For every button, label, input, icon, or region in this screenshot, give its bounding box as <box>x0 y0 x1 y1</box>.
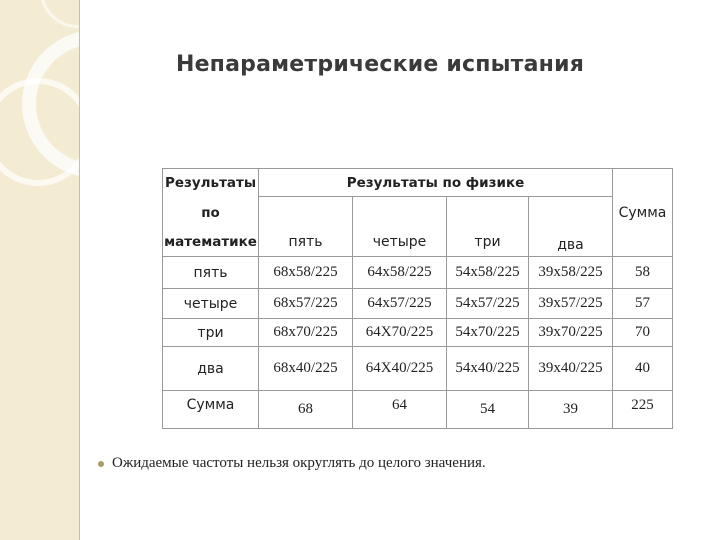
decorative-ring <box>40 0 116 28</box>
physics-results-header: Результаты по физике <box>259 169 613 197</box>
row-sum: 225 <box>613 391 673 429</box>
row-label: пять <box>163 257 259 289</box>
sum-header-top <box>613 169 673 197</box>
table-cell: 54x40/225 <box>447 347 529 391</box>
table-cell: 54 <box>447 391 529 429</box>
col-header-spacer <box>529 197 613 229</box>
table-cell: 39x57/225 <box>529 289 613 319</box>
col-header-two: два <box>529 229 613 257</box>
corner-header-line2: по <box>163 197 259 229</box>
bullet-text: Ожидаемые частоты нельзя округлять до целого значения. <box>112 455 486 471</box>
row-label: три <box>163 319 259 347</box>
slide-title: Непараметрические испытания <box>175 52 585 77</box>
row-sum: 57 <box>613 289 673 319</box>
table-cell: 39x70/225 <box>529 319 613 347</box>
bullet-point <box>112 455 486 472</box>
col-header-five: пять <box>259 229 353 257</box>
row-label: Сумма <box>163 391 259 429</box>
table-cell: 68x40/225 <box>259 347 353 391</box>
table-cell: 64x58/225 <box>353 257 447 289</box>
col-header-three: три <box>447 229 529 257</box>
contingency-table <box>162 168 673 429</box>
table-cell: 68x57/225 <box>259 289 353 319</box>
sum-column-header: Сумма <box>613 197 673 229</box>
table-cell: 64x57/225 <box>353 289 447 319</box>
col-header-spacer <box>353 197 447 229</box>
corner-header-line1: Результаты <box>163 169 259 197</box>
table-cell: 39x58/225 <box>529 257 613 289</box>
table-cell: 54x57/225 <box>447 289 529 319</box>
table-cell: 68x70/225 <box>259 319 353 347</box>
row-sum: 70 <box>613 319 673 347</box>
table-row <box>163 391 673 429</box>
col-header-spacer <box>447 197 529 229</box>
table-cell: 68 <box>259 391 353 429</box>
table-row <box>163 347 673 391</box>
row-label: четыре <box>163 289 259 319</box>
table-cell: 54x58/225 <box>447 257 529 289</box>
table-cell: 54x70/225 <box>447 319 529 347</box>
table-cell: 68x58/225 <box>259 257 353 289</box>
table-row <box>163 257 673 289</box>
row-sum: 40 <box>613 347 673 391</box>
col-header-four: четыре <box>353 229 447 257</box>
table-row <box>163 319 673 347</box>
table-cell: 64 <box>353 391 447 429</box>
table-row <box>163 289 673 319</box>
row-sum: 58 <box>613 257 673 289</box>
panel-divider <box>79 0 80 540</box>
bullet-icon <box>98 461 104 467</box>
table-cell: 39 <box>529 391 613 429</box>
table-cell: 64X40/225 <box>353 347 447 391</box>
col-header-spacer <box>259 197 353 229</box>
decorative-side-panel <box>0 0 80 540</box>
sum-header-bottom <box>613 229 673 257</box>
corner-header-line3: математике <box>163 229 259 257</box>
row-label: два <box>163 347 259 391</box>
table-cell: 39x40/225 <box>529 347 613 391</box>
table-cell: 64X70/225 <box>353 319 447 347</box>
